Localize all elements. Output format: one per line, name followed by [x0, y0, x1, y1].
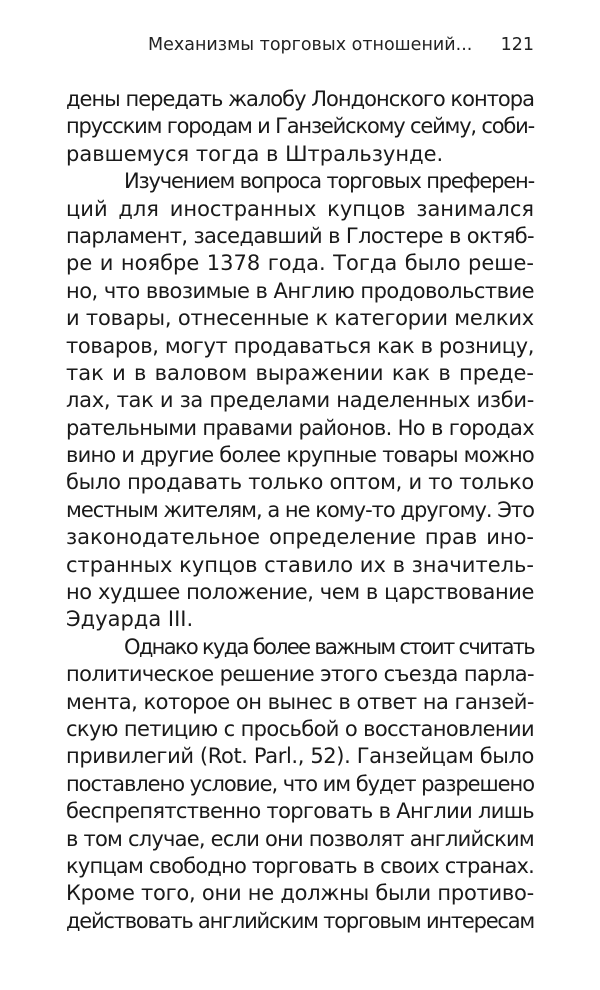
text-line: вино и другие более крупные товары можно — [66, 443, 534, 468]
text-line: парламент, заседавший в Глостере в октяб- — [66, 223, 534, 248]
running-title: Механизмы торговых отношений... — [148, 35, 473, 55]
text-line: беспрепятственно торговать в Англии лишь — [66, 799, 534, 824]
text-line: лах, так и за пределами наделенных изби- — [66, 388, 534, 413]
running-header — [148, 30, 534, 60]
text-line: Эдуарда III. — [66, 607, 194, 632]
text-line: было продавать только оптом, и то только — [66, 470, 535, 495]
text-line: равшемуся тогда в Штральзунде. — [66, 141, 444, 166]
text-line: в том случае, если они позволят английским — [66, 826, 534, 851]
text-line: Кроме того, они не должны были противо- — [66, 881, 534, 906]
body-text — [66, 86, 534, 935]
text-line: рательными правами районов. Но в городах — [66, 415, 535, 440]
text-line: купцам свободно торговать в своих странах. — [66, 853, 535, 878]
text-line: мента, которое он вынес в ответ на ганзей- — [66, 689, 535, 714]
text-line: прусским городам и Ганзейскому сейму, соби- — [66, 114, 535, 139]
text-line: Однако куда более важным стоит считать — [124, 634, 534, 659]
text-line: политическое решение этого съезда парла- — [66, 662, 534, 687]
text-line: но, что ввозимые в Англию продовольствие — [66, 278, 534, 303]
text-line: привилегий (Rot. Parl., 52). Ганзейцам было — [66, 744, 534, 769]
text-line: Изучением вопроса торговых преферен- — [124, 169, 534, 194]
text-line: поставлено условие, что им будет разрешено — [66, 771, 534, 796]
text-line: так и в валовом выражении как в преде- — [66, 360, 534, 385]
text-line: законодательное определение прав ино- — [66, 525, 534, 550]
text-line: дены передать жалобу Лондонского контора — [66, 87, 534, 111]
text-line: местным жителям, а не кому-то другому. Это — [66, 497, 534, 522]
text-line: товаров, могут продаваться как в розницу, — [66, 333, 535, 358]
text-line: но худшее положение, чем в царствование — [66, 580, 534, 605]
text-line: и товары, отнесенные к категории мелких — [66, 306, 534, 331]
text-line: действовать английским торговым интересам — [66, 908, 534, 933]
text-line: скую петицию с просьбой о восстановлении — [66, 716, 534, 741]
page-number: 121 — [500, 35, 534, 55]
text-line: ре и ноябре 1378 года. Тогда было реше- — [66, 251, 534, 276]
text-line: странных купцов ставило их в значитель- — [66, 552, 534, 577]
text-line: ций для иностранных купцов занимался — [66, 196, 534, 221]
